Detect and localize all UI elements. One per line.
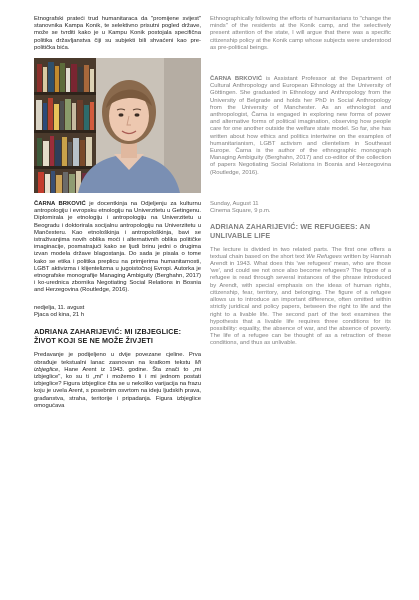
author-name-english: ČARNA BRKOVIĆ <box>210 76 263 83</box>
event-place-english: Cinema Square, 9 p.m. <box>210 208 271 215</box>
author-bio-text-english: is Assistant Professor at the Department of Cultural Anthropology and European Ethnology at the University of Göttingen. She graduated in Ethnology and Anthropology from the University of Belgrade and holds her PhD in Social Anthropology from the University of Manchester. As an ethnologist and anthropologist, Čarna is engaged in exploring new forms of power and alternative forms of political imagination, observing how people care for one another outside the welfare state model. So far, she has written about how ethics and politics intertwine on the examples of humanitarianism, LGBT activism and clientelism in Southeast Europe. Čarna is the author of the ethnographic monograph Managing Ambiguity (Berghahn, 2017) and co-editor of the collection of papers Negotiating Social Relations in Bosnia and Herzegovina (Routledge, 2016). <box>210 76 391 176</box>
lecture-title-local: ADRIANA ZAHARIJEVIĆ: MI IZBJEGLICE: ŽIVOT KOJI SE NE MOŽE ŽIVJETI <box>34 327 182 346</box>
lecture-cited-title-local: Mi izbjeglice <box>34 359 201 373</box>
lecture-title-english: ADRIANA ZAHARIJEVIĆ: WE REFUGEES: AN UNLIVABLE LIFE <box>210 221 371 240</box>
intro-paragraph-english: Ethnographically following the efforts of humanitarians to "change the minds" of the residents at the Konik camp, and the selectively present attention of the state, I will argue that there was a specific citizenship policy at the Konik camp whose subjects were understood as pre-political beings. <box>210 16 391 51</box>
lecture-text-part-a-local: Predavanje je podijeljeno u dvije povezane cjeline. Prva obrađuje tekstualni lanac zasnovan na kratkom tekstu <box>34 352 201 366</box>
left-column <box>34 16 201 410</box>
portrait-illustration <box>34 58 201 193</box>
lecture-description-english <box>210 247 391 348</box>
event-date-english: Sunday, August 11 <box>210 200 259 207</box>
lecture-text-part-a-english: The lecture is divided in two related parts. The first one offers a textual chain based on the short text <box>210 246 391 260</box>
lecture-text-part-b-english: written by Hannah Arendt in 1943. What does this 'we refugees' mean, who are those 'we', and could we not once also become refugees? The figure of a refugee is read through several instances of the phrase introduced by Arendt, with special emphasis on the ideas of human rights, citizenship, fear, territory, and belonging. The figure of a refugee allows us to introduce an important difference, often omitted within strictly juridical and policy papers, between the right to life and the right to a livable life. The second part of the text examines the hypothesis that a livable life requires three conditions for its possibility: equality, the absence of war, and the absence of poverty. The life of a refugee can be thought of as a retraction of these conditions, and thus as unlivable. <box>210 253 391 347</box>
lecture-text-part-b-local: , Hane Arent iz 1943. godine. Šta znači to „mi izbjeglice", ko su ti „mi" i možemo li i mi jednom postati izbjeglice? Figura izbjeglice čita se u nekoliko varijacija na frazu koju je uvela Arent, s posebnim osvrtom na ideju ljudskih prava, građanstva, straha, teritorije i pripadanja. Figura izbjeglice omogućava <box>34 366 201 409</box>
author-bio-english <box>210 76 391 177</box>
intro-paragraph-local: Etnografski prateći trud humanitaraca da "promijene svijest" stanovnika Kampa Konik, te selektivno prisutni pogled države, može se tvrditi kako je u Kampu Konik postojala specifična politika državljanstva čiji su subjekti bili shvaćeni kao pre-politička bića. <box>34 16 201 51</box>
event-date-local: nedjelja, 11. avgust <box>34 304 85 311</box>
right-column <box>210 16 391 348</box>
author-bio-text-local: je docentkinja na Odjeljenju za kulturnu antropologiju i evropsku etnologiju na Univerzitetu u Getingenu. Diplomirala je etnologiju i antropologiju na Univerzitetu u Beogradu i doktorirala socijalnu antropologiju na Univerzitetu u Mančesteru. Kao etnološkinja i antropološkinja, bavi se istraživanjima novih oblika moći i alternativnih oblika političke imaginacije, posmatrajući kako se ljudi brinu jedni o drugima izvan modela države blagostanja. Do sada je pisala o tome kako se etika i politika preplicu na primjerima humanitarnosti, LGBT aktivizma i klijentelizma u jugoistočnoj Evropi. Autorka je etnografske monografije Managing Ambiguity (Berghahn, 2017) i ko-urednica zbornika Negotiating Social Relations in Bosnia and Herzegovina (Routledge, 2016). <box>34 201 201 294</box>
author-name-local: ČARNA BRKOVIĆ <box>34 201 86 208</box>
event-place-local: Pjaca od kina, 21 h <box>34 312 85 319</box>
lecture-description-local <box>34 352 201 410</box>
author-bio-local <box>34 201 201 295</box>
lecture-cited-title-english: We Refugees <box>306 253 342 260</box>
portrait-photo <box>34 58 201 193</box>
